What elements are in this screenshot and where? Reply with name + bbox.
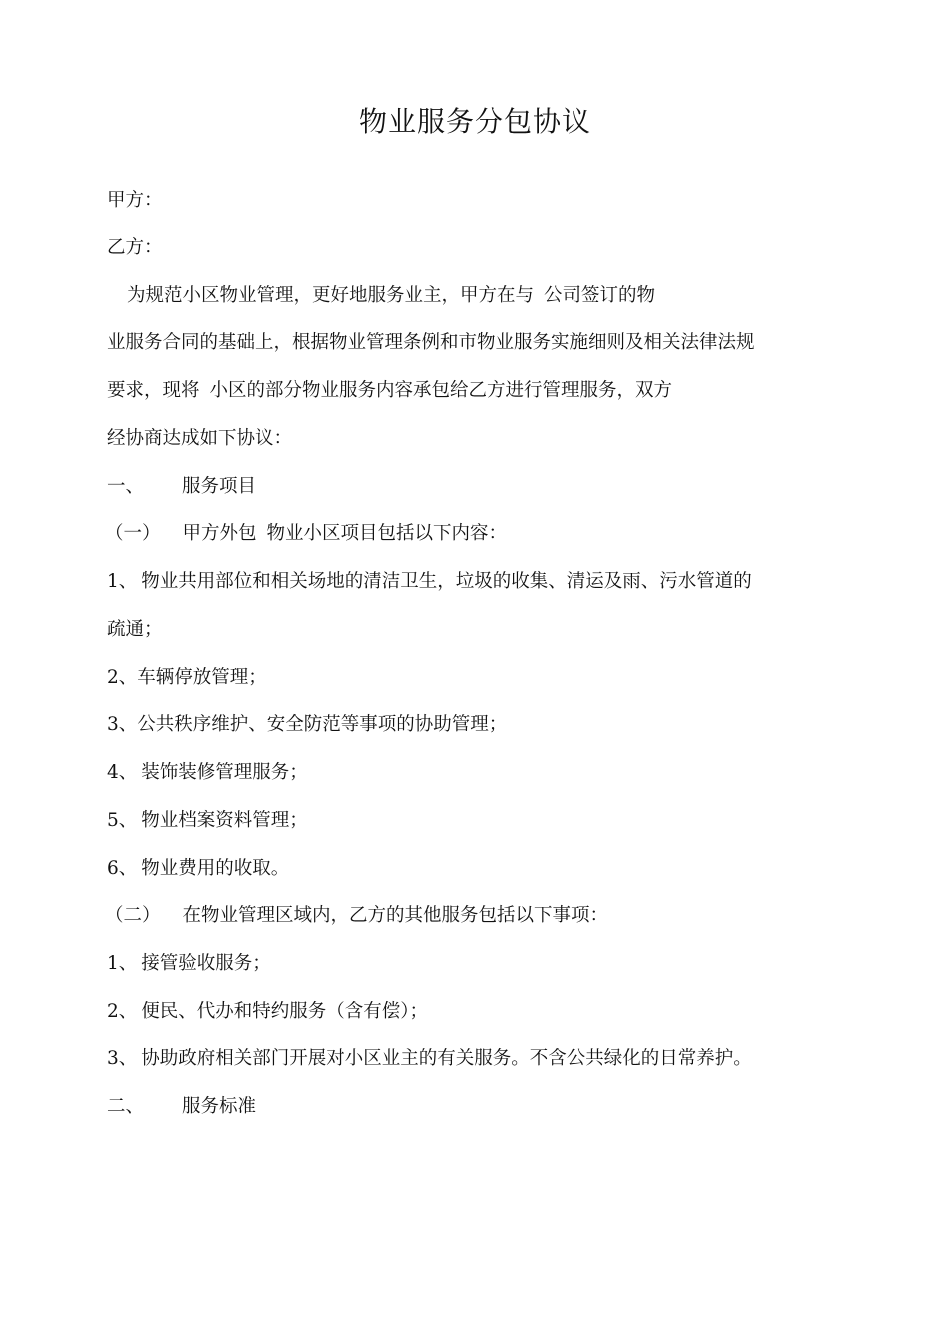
subsection-number: （一）	[105, 523, 161, 544]
intro-text: 为规范小区物业管理，更好地服务业主，甲方在与	[127, 285, 535, 306]
list-item-number: 2、	[107, 667, 138, 688]
list-item-number: 1、	[107, 571, 138, 592]
section-title: 服务项目	[182, 476, 257, 497]
subsection-heading-2	[105, 903, 608, 929]
list-item	[107, 569, 752, 595]
list-item-number: 2、	[107, 1001, 138, 1022]
subsection-heading-1	[105, 521, 507, 547]
list-item-text: 装饰装修管理服务；	[141, 762, 308, 783]
list-item-number: 1、	[107, 953, 138, 974]
list-item	[107, 760, 308, 786]
document-title: 物业服务分包协议	[358, 105, 591, 138]
section-heading-2	[107, 1094, 256, 1120]
subsection-title: 在物业管理区域内，乙方的其他服务包括以下事项：	[182, 905, 609, 926]
section-number: 一、	[107, 476, 145, 497]
list-item-text: 物业费用的收取。	[141, 858, 290, 879]
list-item-number: 3、	[107, 1048, 138, 1069]
intro-paragraph-line-1	[127, 283, 655, 309]
list-item-text: 车辆停放管理；	[137, 667, 267, 688]
intro-paragraph-line-3	[107, 378, 672, 404]
subsection-title: 甲方外包	[182, 523, 257, 544]
intro-paragraph-line-4: 经协商达成如下协议：	[107, 428, 293, 449]
list-item-number: 4、	[107, 762, 138, 783]
party-a-label: 甲方：	[107, 190, 163, 211]
list-item-text: 接管验收服务；	[141, 953, 271, 974]
list-item-number: 3、	[107, 714, 138, 735]
section-title: 服务标准	[182, 1096, 257, 1117]
list-item-number: 5、	[107, 810, 138, 831]
list-item	[107, 665, 267, 691]
intro-text: 小区的部分物业服务内容承包给乙方进行管理服务，双方	[209, 380, 673, 401]
list-item-number: 6、	[107, 858, 138, 879]
subsection-title: 物业小区项目包括以下内容：	[266, 523, 508, 544]
list-item	[107, 808, 308, 834]
section-number: 二、	[107, 1096, 145, 1117]
list-item-text: 协助政府相关部门开展对小区业主的有关服务。不含公共绿化的日常养护。	[141, 1048, 752, 1069]
list-item	[107, 712, 507, 738]
subsection-number: （二）	[105, 905, 161, 926]
intro-paragraph-line-2: 业服务合同的基础上，根据物业管理条例和市物业服务实施细则及相关法律法规	[107, 332, 755, 353]
list-item-continuation: 疏通；	[107, 619, 163, 640]
list-item	[107, 856, 289, 882]
list-item-text: 物业档案资料管理；	[141, 810, 308, 831]
intro-text: 要求，现将	[107, 380, 200, 401]
section-heading-1	[107, 474, 256, 500]
list-item-text: 公共秩序维护、安全防范等事项的协助管理；	[137, 714, 508, 735]
list-item-text: 物业共用部位和相关场地的清洁卫生，垃圾的收集、清运及雨、污水管道的	[141, 571, 752, 592]
list-item	[107, 1046, 752, 1072]
list-item-text: 便民、代办和特约服务（含有偿）；	[141, 1001, 429, 1022]
list-item	[107, 951, 271, 977]
party-b-label: 乙方：	[107, 237, 163, 258]
list-item	[107, 999, 428, 1025]
intro-text: 公司签订的物	[544, 285, 656, 306]
